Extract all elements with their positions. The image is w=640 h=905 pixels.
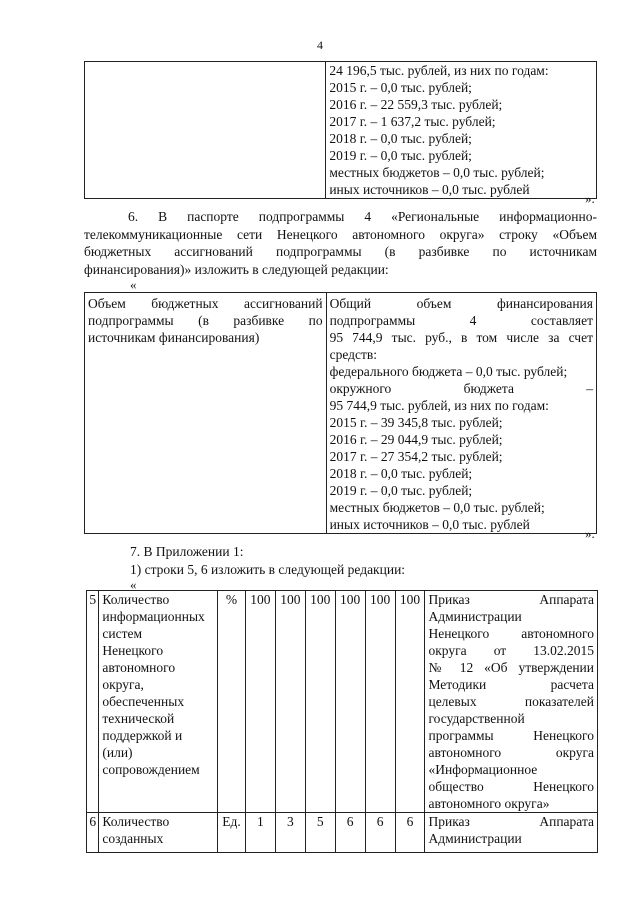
budget-details-cell xyxy=(326,62,597,199)
value-line: 95 744,9 тыс. руб., в том числе за счет xyxy=(329,330,593,345)
budget-line: 24 196,5 тыс. рублей, из них по годам: xyxy=(329,63,549,78)
indicator-name xyxy=(99,813,218,853)
source-line: Ненецкого автономного xyxy=(428,626,594,641)
value-line: 2016 г. – 29 044,9 тыс. рублей; xyxy=(329,432,503,447)
name-line: поддержкой и xyxy=(102,728,183,743)
paragraph-7-heading: 7. В Приложении 1: xyxy=(130,544,244,559)
value-line: средств: xyxy=(329,347,378,362)
paragraph-line: бюджетных ассигнований подпрограммы (в разбивке по источникам xyxy=(84,244,597,259)
name-line: обеспеченных xyxy=(102,694,185,709)
empty-left-cell xyxy=(85,62,326,199)
paragraph-6 xyxy=(84,208,597,278)
value-cell: 6 xyxy=(395,813,425,853)
name-line: Количество xyxy=(102,814,170,829)
value-cell: 100 xyxy=(395,591,425,813)
name-line: автономного xyxy=(102,660,176,675)
table-row xyxy=(87,813,598,853)
value-cell: 100 xyxy=(335,591,365,813)
value-cell: 1 xyxy=(245,813,275,853)
indicators-table xyxy=(86,590,598,853)
opening-quote: « xyxy=(130,577,137,592)
value-line: 2019 г. – 0,0 тыс. рублей; xyxy=(329,483,473,498)
budget-table-continued xyxy=(84,61,597,199)
value-line: 2017 г. – 27 354,2 тыс. рублей; xyxy=(329,449,503,464)
value-line: местных бюджетов – 0,0 тыс. рублей; xyxy=(329,500,545,515)
source-line: Приказ Аппарата xyxy=(428,814,594,829)
unit-cell: % xyxy=(218,591,246,813)
source-line: Администрации xyxy=(428,831,522,846)
source-document xyxy=(425,813,598,853)
closing-quote: ». xyxy=(585,526,595,541)
name-line: (или) xyxy=(102,745,133,760)
value-cell: 100 xyxy=(275,591,305,813)
value-cell: 3 xyxy=(275,813,305,853)
source-line: Приказ Аппарата xyxy=(428,592,594,607)
source-line: целевых показателей xyxy=(428,694,594,709)
value-cell: 6 xyxy=(365,813,395,853)
budget-table xyxy=(84,292,597,534)
value-cell: 6 xyxy=(335,813,365,853)
value-line: 95 744,9 тыс. рублей, из них по годам: xyxy=(329,398,549,413)
budget-line: 2018 г. – 0,0 тыс. рублей; xyxy=(329,131,472,146)
name-line: округа, xyxy=(102,677,144,692)
value-line: иных источников – 0,0 тыс. рублей xyxy=(329,517,530,532)
source-line: Методики расчета xyxy=(428,677,594,692)
source-line: № 12 «Об утверждении xyxy=(428,660,594,675)
name-line: систем xyxy=(102,626,143,641)
source-line: округа от 13.02.2015 xyxy=(428,643,594,658)
source-line: Администрации xyxy=(428,609,522,624)
label-line: источникам финансирования) xyxy=(88,330,260,345)
budget-line: 2019 г. – 0,0 тыс. рублей; xyxy=(329,148,472,163)
paragraph-line: 6. В паспорте подпрограммы 4 «Региональные информационно- xyxy=(128,209,597,224)
budget-line: 2017 г. – 1 637,2 тыс. рублей; xyxy=(329,114,496,129)
opening-quote: « xyxy=(130,277,137,292)
indicator-name xyxy=(99,591,218,813)
paragraph-7-subitem: 1) строки 5, 6 изложить в следующей редакции: xyxy=(130,562,406,577)
budget-line: иных источников – 0,0 тыс. рублей xyxy=(329,182,530,197)
value-cell: 100 xyxy=(365,591,395,813)
value-cell: 5 xyxy=(305,813,335,853)
page-number: 4 xyxy=(317,38,323,52)
value-line: Общий объем финансирования xyxy=(329,296,593,311)
label-line: подпрограммы (в разбивке по xyxy=(88,313,323,328)
source-line: автономного округа» xyxy=(428,796,550,811)
row-number: 6 xyxy=(87,813,99,853)
budget-line: 2016 г. – 22 559,3 тыс. рублей; xyxy=(329,97,503,112)
table-row xyxy=(87,591,598,813)
value-line: федерального бюджета – 0,0 тыс. рублей; xyxy=(329,364,568,379)
label-cell xyxy=(85,293,327,534)
budget-line: 2015 г. – 0,0 тыс. рублей; xyxy=(329,80,472,95)
source-line: автономного округа xyxy=(428,745,594,760)
value-cell: 100 xyxy=(245,591,275,813)
value-line: 2015 г. – 39 345,8 тыс. рублей; xyxy=(329,415,503,430)
name-line: сопровождением xyxy=(102,762,200,777)
name-line: Количество xyxy=(102,592,170,607)
value-cell xyxy=(326,293,596,534)
name-line: Ненецкого xyxy=(102,643,164,658)
paragraph-line: финансирования)» изложить в следующей редакции: xyxy=(84,261,389,277)
source-line: программы Ненецкого xyxy=(428,728,594,743)
row-number: 5 xyxy=(87,591,99,813)
name-line: созданных xyxy=(102,831,164,846)
value-line: подпрограммы 4 составляет xyxy=(329,313,593,328)
value-line: окружного бюджета – xyxy=(329,381,593,396)
name-line: информационных xyxy=(102,609,205,624)
value-cell: 100 xyxy=(305,591,335,813)
paragraph-line: телекоммуникационные сети Ненецкого автономного округа» строку «Объем xyxy=(84,226,597,242)
source-document xyxy=(425,591,598,813)
value-line: 2018 г. – 0,0 тыс. рублей; xyxy=(329,466,473,481)
budget-line: местных бюджетов – 0,0 тыс. рублей; xyxy=(329,165,545,180)
label-line: Объем бюджетных ассигнований xyxy=(88,296,323,311)
source-line: общество Ненецкого xyxy=(428,779,594,794)
unit-cell: Ед. xyxy=(218,813,246,853)
name-line: технической xyxy=(102,711,175,726)
source-line: «Информационное xyxy=(428,762,538,777)
closing-quote: ». xyxy=(585,191,595,206)
source-line: государственной xyxy=(428,711,525,726)
